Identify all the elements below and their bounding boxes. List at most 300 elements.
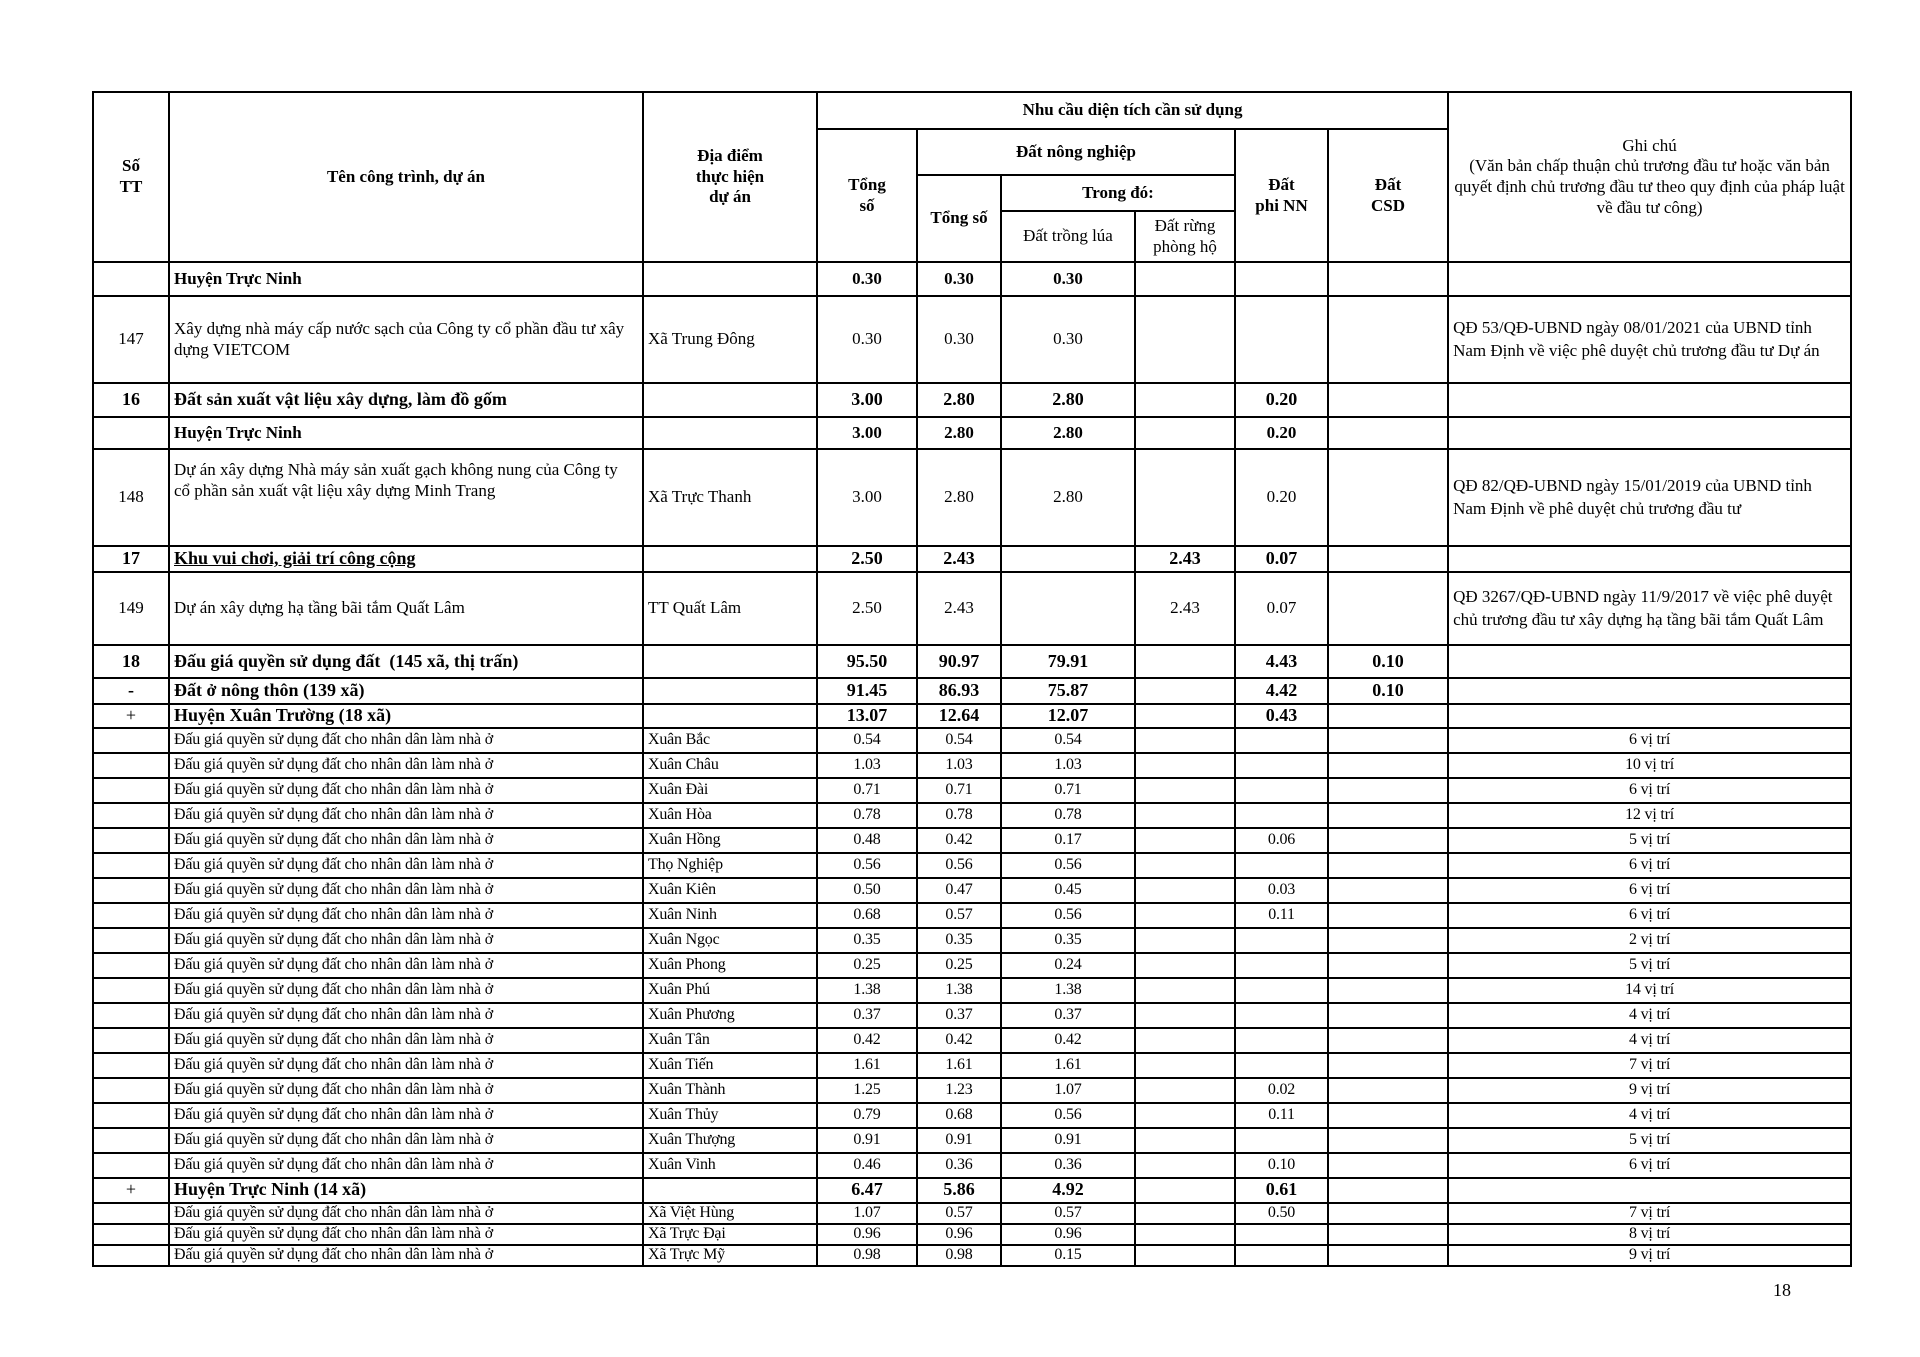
auction-lot-row — [93, 953, 1851, 978]
cell-agri: 0.91 — [917, 1128, 1001, 1153]
cell-forest — [1135, 853, 1235, 878]
cell-name: Xây dựng nhà máy cấp nước sạch của Công ty cổ phần đầu tư xây dựng VIETCOM — [169, 296, 643, 383]
col-agri-total-header: Tổng số — [917, 175, 1001, 262]
category-row — [93, 645, 1851, 678]
cell-note — [1448, 1178, 1851, 1203]
cell-name: Dự án xây dựng Nhà máy sản xuất gạch không nung của Công ty cổ phần sản xuất vật liệu xây dựng Minh Trang — [169, 449, 643, 546]
cell-note: 4 vị trí — [1448, 1003, 1851, 1028]
cell-stt — [93, 1078, 169, 1103]
district-group-row — [93, 704, 1851, 728]
cell-location: Xuân Phong — [643, 953, 817, 978]
cell-name: Đấu giá quyền sử dụng đất cho nhân dân làm nhà ở — [169, 978, 643, 1003]
cell-note: 2 vị trí — [1448, 928, 1851, 953]
cell-csd — [1328, 828, 1448, 853]
cell-nonagri: 0.07 — [1235, 546, 1328, 572]
cell-agri: 0.42 — [917, 828, 1001, 853]
cell-agri: 0.56 — [917, 853, 1001, 878]
cell-forest — [1135, 953, 1235, 978]
auction-lot-row — [93, 1053, 1851, 1078]
cell-forest — [1135, 678, 1235, 704]
cell-forest — [1135, 1245, 1235, 1266]
cell-name: Đấu giá quyền sử dụng đất cho nhân dân làm nhà ở — [169, 1153, 643, 1178]
cell-stt — [93, 1224, 169, 1245]
cell-total: 3.00 — [817, 417, 917, 449]
cell-agri: 1.03 — [917, 753, 1001, 778]
cell-name: Đấu giá quyền sử dụng đất cho nhân dân làm nhà ở — [169, 878, 643, 903]
cell-stt: - — [93, 678, 169, 704]
cell-rice: 0.71 — [1001, 778, 1135, 803]
cell-rice: 0.56 — [1001, 853, 1135, 878]
cell-nonagri — [1235, 1028, 1328, 1053]
cell-name: Đấu giá quyền sử dụng đất cho nhân dân làm nhà ở — [169, 778, 643, 803]
cell-stt: 149 — [93, 572, 169, 645]
cell-csd — [1328, 728, 1448, 753]
cell-nonagri — [1235, 1003, 1328, 1028]
cell-location: Xuân Phương — [643, 1003, 817, 1028]
auction-lot-row — [93, 828, 1851, 853]
cell-csd — [1328, 803, 1448, 828]
project-row — [93, 449, 1851, 546]
cell-total: 3.00 — [817, 383, 917, 417]
auction-lot-row — [93, 803, 1851, 828]
cell-location: Xuân Vinh — [643, 1153, 817, 1178]
project-row — [93, 296, 1851, 383]
auction-lot-row — [93, 1028, 1851, 1053]
cell-rice: 4.92 — [1001, 1178, 1135, 1203]
cell-agri: 2.80 — [917, 417, 1001, 449]
subcategory-row — [93, 678, 1851, 704]
cell-total: 1.38 — [817, 978, 917, 1003]
cell-total: 0.54 — [817, 728, 917, 753]
cell-name: Đấu giá quyền sử dụng đất cho nhân dân làm nhà ở — [169, 1224, 643, 1245]
cell-forest — [1135, 1203, 1235, 1224]
cell-rice — [1001, 572, 1135, 645]
cell-agri: 0.78 — [917, 803, 1001, 828]
cell-agri: 0.68 — [917, 1103, 1001, 1128]
cell-nonagri: 0.07 — [1235, 572, 1328, 645]
cell-forest — [1135, 383, 1235, 417]
cell-total: 0.50 — [817, 878, 917, 903]
cell-total: 1.25 — [817, 1078, 917, 1103]
cell-name: Đấu giá quyền sử dụng đất cho nhân dân làm nhà ở — [169, 728, 643, 753]
cell-note — [1448, 678, 1851, 704]
cell-stt — [93, 1103, 169, 1128]
auction-lot-row — [93, 928, 1851, 953]
cell-location: Xuân Thủy — [643, 1103, 817, 1128]
cell-stt: 147 — [93, 296, 169, 383]
truc-ninh-section — [93, 1178, 1851, 1203]
cell-note: 14 vị trí — [1448, 978, 1851, 1003]
cell-agri: 1.61 — [917, 1053, 1001, 1078]
cell-name: Đấu giá quyền sử dụng đất cho nhân dân làm nhà ở — [169, 853, 643, 878]
cell-rice: 0.37 — [1001, 1003, 1135, 1028]
cell-nonagri — [1235, 778, 1328, 803]
cell-location: TT Quất Lâm — [643, 572, 817, 645]
cell-stt — [93, 753, 169, 778]
cell-location — [643, 678, 817, 704]
cell-total: 1.07 — [817, 1203, 917, 1224]
cell-nonagri: 0.06 — [1235, 828, 1328, 853]
cell-name: Đấu giá quyền sử dụng đất cho nhân dân làm nhà ở — [169, 1053, 643, 1078]
cell-note: 10 vị trí — [1448, 753, 1851, 778]
category-row — [93, 546, 1851, 572]
auction-lot-row — [93, 778, 1851, 803]
cell-location: Xuân Ngọc — [643, 928, 817, 953]
cell-total: 0.78 — [817, 803, 917, 828]
cell-csd — [1328, 978, 1448, 1003]
cell-csd — [1328, 449, 1448, 546]
cell-forest — [1135, 1028, 1235, 1053]
cell-rice: 1.61 — [1001, 1053, 1135, 1078]
cell-rice: 75.87 — [1001, 678, 1135, 704]
auction-lot-row — [93, 728, 1851, 753]
cell-note: 7 vị trí — [1448, 1203, 1851, 1224]
cell-rice: 79.91 — [1001, 645, 1135, 678]
cell-name: Đất ở nông thôn (139 xã) — [169, 678, 643, 704]
cell-nonagri: 4.43 — [1235, 645, 1328, 678]
cell-nonagri — [1235, 1224, 1328, 1245]
cell-forest — [1135, 1103, 1235, 1128]
cell-note: 8 vị trí — [1448, 1224, 1851, 1245]
of-which-header: Trong đó: — [1001, 175, 1235, 211]
col-note-header — [1448, 92, 1851, 262]
cell-total: 1.03 — [817, 753, 917, 778]
cell-name: Khu vui chơi, giải trí công cộng — [169, 546, 643, 572]
cell-note: 5 vị trí — [1448, 828, 1851, 853]
cell-total: 0.42 — [817, 1028, 917, 1053]
cell-stt: 18 — [93, 645, 169, 678]
cell-location: Xuân Châu — [643, 753, 817, 778]
auction-lot-row — [93, 753, 1851, 778]
cell-stt — [93, 1203, 169, 1224]
demand-group-header: Nhu cầu diện tích cần sử dụng — [817, 92, 1448, 129]
xuan-truong-lots — [93, 728, 1851, 1178]
cell-name: Đấu giá quyền sử dụng đất cho nhân dân làm nhà ở — [169, 1203, 643, 1224]
cell-stt: 17 — [93, 546, 169, 572]
cell-name: Huyện Trực Ninh — [169, 262, 643, 296]
cell-stt — [93, 828, 169, 853]
cell-agri: 0.37 — [917, 1003, 1001, 1028]
cell-agri: 0.57 — [917, 1203, 1001, 1224]
cell-total: 0.96 — [817, 1224, 917, 1245]
cell-name: Đấu giá quyền sử dụng đất cho nhân dân làm nhà ở — [169, 953, 643, 978]
cell-name: Đấu giá quyền sử dụng đất cho nhân dân làm nhà ở — [169, 1245, 643, 1266]
auction-lot-row — [93, 1103, 1851, 1128]
cell-location: Xuân Thành — [643, 1078, 817, 1103]
cell-rice: 2.80 — [1001, 449, 1135, 546]
cell-note: 6 vị trí — [1448, 853, 1851, 878]
cell-agri: 2.80 — [917, 383, 1001, 417]
cell-forest — [1135, 1128, 1235, 1153]
cell-forest — [1135, 1003, 1235, 1028]
cell-total: 0.68 — [817, 903, 917, 928]
cell-rice: 0.30 — [1001, 296, 1135, 383]
cell-agri: 0.42 — [917, 1028, 1001, 1053]
cell-forest — [1135, 296, 1235, 383]
cell-forest — [1135, 1053, 1235, 1078]
cell-forest — [1135, 928, 1235, 953]
cell-csd — [1328, 903, 1448, 928]
cell-note: 6 vị trí — [1448, 728, 1851, 753]
cell-location: Xã Trực Mỹ — [643, 1245, 817, 1266]
cell-forest — [1135, 417, 1235, 449]
cell-location: Xuân Thượng — [643, 1128, 817, 1153]
cell-nonagri: 0.20 — [1235, 417, 1328, 449]
cell-agri: 2.43 — [917, 546, 1001, 572]
cell-name: Đấu giá quyền sử dụng đất cho nhân dân làm nhà ở — [169, 1078, 643, 1103]
col-total-header: Tổng số — [817, 129, 917, 262]
cell-csd — [1328, 953, 1448, 978]
cell-nonagri: 0.10 — [1235, 1153, 1328, 1178]
district-row — [93, 417, 1851, 449]
cell-location: Xuân Bắc — [643, 728, 817, 753]
cell-note — [1448, 645, 1851, 678]
cell-stt: 16 — [93, 383, 169, 417]
cell-total: 0.35 — [817, 928, 917, 953]
cell-nonagri — [1235, 853, 1328, 878]
cell-agri: 0.47 — [917, 878, 1001, 903]
cell-csd — [1328, 383, 1448, 417]
cell-note — [1448, 704, 1851, 728]
cell-name: Đấu giá quyền sử dụng đất cho nhân dân làm nhà ở — [169, 928, 643, 953]
cell-note — [1448, 262, 1851, 296]
cell-note: QĐ 3267/QĐ-UBND ngày 11/9/2017 về việc phê duyệt chủ trương đầu tư xây dựng hạ tầng bãi tắm Quất Lâm — [1448, 572, 1851, 645]
cell-name: Đấu giá quyền sử dụng đất (145 xã, thị trấn) — [169, 645, 643, 678]
cell-csd — [1328, 1203, 1448, 1224]
cell-agri: 0.36 — [917, 1153, 1001, 1178]
auction-lot-row — [93, 978, 1851, 1003]
cell-csd — [1328, 572, 1448, 645]
cell-total: 0.79 — [817, 1103, 917, 1128]
cell-csd — [1328, 1128, 1448, 1153]
cell-location: Xã Trực Thanh — [643, 449, 817, 546]
cell-nonagri — [1235, 728, 1328, 753]
cell-nonagri — [1235, 1245, 1328, 1266]
cell-stt — [93, 417, 169, 449]
cell-location: Thọ Nghiệp — [643, 853, 817, 878]
cell-nonagri: 0.03 — [1235, 878, 1328, 903]
note-subtitle: (Văn bản chấp thuận chủ trương đầu tư hoặc văn bản quyết định chủ trương đầu tư theo quy định của pháp luật về đầu tư công) — [1454, 156, 1845, 217]
cell-total: 0.46 — [817, 1153, 917, 1178]
cell-total: 0.30 — [817, 296, 917, 383]
cell-total: 1.61 — [817, 1053, 917, 1078]
cell-csd — [1328, 546, 1448, 572]
cell-location — [643, 546, 817, 572]
cell-note: 4 vị trí — [1448, 1028, 1851, 1053]
cell-rice: 1.38 — [1001, 978, 1135, 1003]
auction-lot-row — [93, 1203, 1851, 1224]
cell-forest — [1135, 753, 1235, 778]
cell-csd — [1328, 853, 1448, 878]
cell-rice: 1.07 — [1001, 1078, 1135, 1103]
auction-lot-row — [93, 1078, 1851, 1103]
cell-location: Xuân Đài — [643, 778, 817, 803]
cell-agri: 0.25 — [917, 953, 1001, 978]
cell-csd — [1328, 928, 1448, 953]
cell-rice: 2.80 — [1001, 383, 1135, 417]
cell-csd — [1328, 1153, 1448, 1178]
cell-stt — [93, 878, 169, 903]
cell-stt — [93, 978, 169, 1003]
cell-note: 6 vị trí — [1448, 903, 1851, 928]
cell-stt — [93, 903, 169, 928]
cell-name: Huyện Xuân Trường (18 xã) — [169, 704, 643, 728]
cell-name: Đất sản xuất vật liệu xây dựng, làm đồ gốm — [169, 383, 643, 417]
cell-stt — [93, 1028, 169, 1053]
cell-nonagri: 0.43 — [1235, 704, 1328, 728]
cell-rice: 0.54 — [1001, 728, 1135, 753]
cell-location: Xã Trung Đông — [643, 296, 817, 383]
cell-agri: 0.98 — [917, 1245, 1001, 1266]
cell-location: Xã Trực Đại — [643, 1224, 817, 1245]
cell-stt: 148 — [93, 449, 169, 546]
cell-csd: 0.10 — [1328, 678, 1448, 704]
cell-total: 0.48 — [817, 828, 917, 853]
col-forest-header: Đất rừng phòng hộ — [1135, 211, 1235, 262]
cell-stt — [93, 928, 169, 953]
cell-nonagri — [1235, 1053, 1328, 1078]
cell-name: Đấu giá quyền sử dụng đất cho nhân dân làm nhà ở — [169, 753, 643, 778]
cell-total: 2.50 — [817, 572, 917, 645]
district-row — [93, 262, 1851, 296]
cell-location — [643, 262, 817, 296]
table-header — [93, 92, 1851, 262]
cell-name: Dự án xây dựng hạ tầng bãi tắm Quất Lâm — [169, 572, 643, 645]
cell-nonagri: 4.42 — [1235, 678, 1328, 704]
cell-forest — [1135, 1078, 1235, 1103]
cell-name: Đấu giá quyền sử dụng đất cho nhân dân làm nhà ở — [169, 828, 643, 853]
cell-total: 0.37 — [817, 1003, 917, 1028]
cell-rice: 0.78 — [1001, 803, 1135, 828]
cell-nonagri — [1235, 953, 1328, 978]
cell-csd — [1328, 878, 1448, 903]
cell-nonagri: 0.02 — [1235, 1078, 1328, 1103]
cell-nonagri: 0.20 — [1235, 449, 1328, 546]
cell-name: Đấu giá quyền sử dụng đất cho nhân dân làm nhà ở — [169, 803, 643, 828]
cell-agri: 0.30 — [917, 262, 1001, 296]
col-unused-header: Đất CSD — [1328, 129, 1448, 262]
cell-csd — [1328, 1053, 1448, 1078]
cell-note: 9 vị trí — [1448, 1245, 1851, 1266]
cell-forest — [1135, 978, 1235, 1003]
cell-note: 6 vị trí — [1448, 1153, 1851, 1178]
cell-rice: 0.45 — [1001, 878, 1135, 903]
cell-forest — [1135, 828, 1235, 853]
cell-total: 0.56 — [817, 853, 917, 878]
cell-stt — [93, 803, 169, 828]
cell-rice: 0.96 — [1001, 1224, 1135, 1245]
cell-forest — [1135, 1178, 1235, 1203]
cell-stt — [93, 728, 169, 753]
cell-rice: 0.56 — [1001, 1103, 1135, 1128]
cell-total: 95.50 — [817, 645, 917, 678]
cell-nonagri — [1235, 296, 1328, 383]
cell-name: Đấu giá quyền sử dụng đất cho nhân dân làm nhà ở — [169, 903, 643, 928]
cell-csd: 0.10 — [1328, 645, 1448, 678]
cell-name: Huyện Trực Ninh — [169, 417, 643, 449]
agri-group-header: Đất nông nghiệp — [917, 129, 1235, 175]
cell-agri: 86.93 — [917, 678, 1001, 704]
cell-rice: 0.35 — [1001, 928, 1135, 953]
cell-csd — [1328, 1103, 1448, 1128]
cell-stt — [93, 1053, 169, 1078]
col-rice-header: Đất trồng lúa — [1001, 211, 1135, 262]
cell-forest: 2.43 — [1135, 572, 1235, 645]
cell-agri: 0.30 — [917, 296, 1001, 383]
cell-total: 0.98 — [817, 1245, 917, 1266]
page-number: 18 — [1773, 1280, 1791, 1300]
cell-location: Xuân Hòa — [643, 803, 817, 828]
cell-note — [1448, 383, 1851, 417]
project-row — [93, 572, 1851, 645]
cell-csd — [1328, 1003, 1448, 1028]
cell-rice: 0.57 — [1001, 1203, 1135, 1224]
cell-rice: 0.15 — [1001, 1245, 1135, 1266]
cell-nonagri: 0.20 — [1235, 383, 1328, 417]
cell-agri: 0.71 — [917, 778, 1001, 803]
cell-rice: 0.17 — [1001, 828, 1135, 853]
land-use-table — [92, 91, 1852, 1267]
cell-csd — [1328, 417, 1448, 449]
cell-rice — [1001, 546, 1135, 572]
cell-location — [643, 383, 817, 417]
auction-lot-row — [93, 1128, 1851, 1153]
cell-nonagri — [1235, 753, 1328, 778]
col-nonagri-header: Đất phi NN — [1235, 129, 1328, 262]
cell-agri: 0.35 — [917, 928, 1001, 953]
auction-lot-row — [93, 1153, 1851, 1178]
cell-forest — [1135, 1224, 1235, 1245]
cell-nonagri — [1235, 928, 1328, 953]
cell-total: 13.07 — [817, 704, 917, 728]
cell-rice: 0.36 — [1001, 1153, 1135, 1178]
cell-stt — [93, 853, 169, 878]
cell-location — [643, 417, 817, 449]
cell-location: Xuân Hồng — [643, 828, 817, 853]
cell-nonagri — [1235, 262, 1328, 296]
cell-total: 0.71 — [817, 778, 917, 803]
cell-note: 12 vị trí — [1448, 803, 1851, 828]
cell-forest — [1135, 262, 1235, 296]
cell-forest — [1135, 449, 1235, 546]
cell-forest — [1135, 903, 1235, 928]
cell-rice: 0.30 — [1001, 262, 1135, 296]
cell-agri: 2.43 — [917, 572, 1001, 645]
cell-agri: 0.57 — [917, 903, 1001, 928]
cell-nonagri: 0.11 — [1235, 1103, 1328, 1128]
cell-note: 7 vị trí — [1448, 1053, 1851, 1078]
cell-stt: + — [93, 1178, 169, 1203]
cell-csd — [1328, 1078, 1448, 1103]
cell-rice: 12.07 — [1001, 704, 1135, 728]
auction-lot-row — [93, 1245, 1851, 1266]
cell-stt — [93, 953, 169, 978]
cell-csd — [1328, 1245, 1448, 1266]
cell-name: Đấu giá quyền sử dụng đất cho nhân dân làm nhà ở — [169, 1128, 643, 1153]
cell-location: Xuân Ninh — [643, 903, 817, 928]
cell-agri: 2.80 — [917, 449, 1001, 546]
col-location-header: Địa điểm thực hiện dự án — [643, 92, 817, 262]
cell-nonagri — [1235, 1128, 1328, 1153]
cell-rice: 0.24 — [1001, 953, 1135, 978]
cell-agri: 12.64 — [917, 704, 1001, 728]
cell-nonagri: 0.50 — [1235, 1203, 1328, 1224]
cell-agri: 5.86 — [917, 1178, 1001, 1203]
col-name-header: Tên công trình, dự án — [169, 92, 643, 262]
cell-total: 0.25 — [817, 953, 917, 978]
cell-note: 5 vị trí — [1448, 953, 1851, 978]
category-row — [93, 383, 1851, 417]
